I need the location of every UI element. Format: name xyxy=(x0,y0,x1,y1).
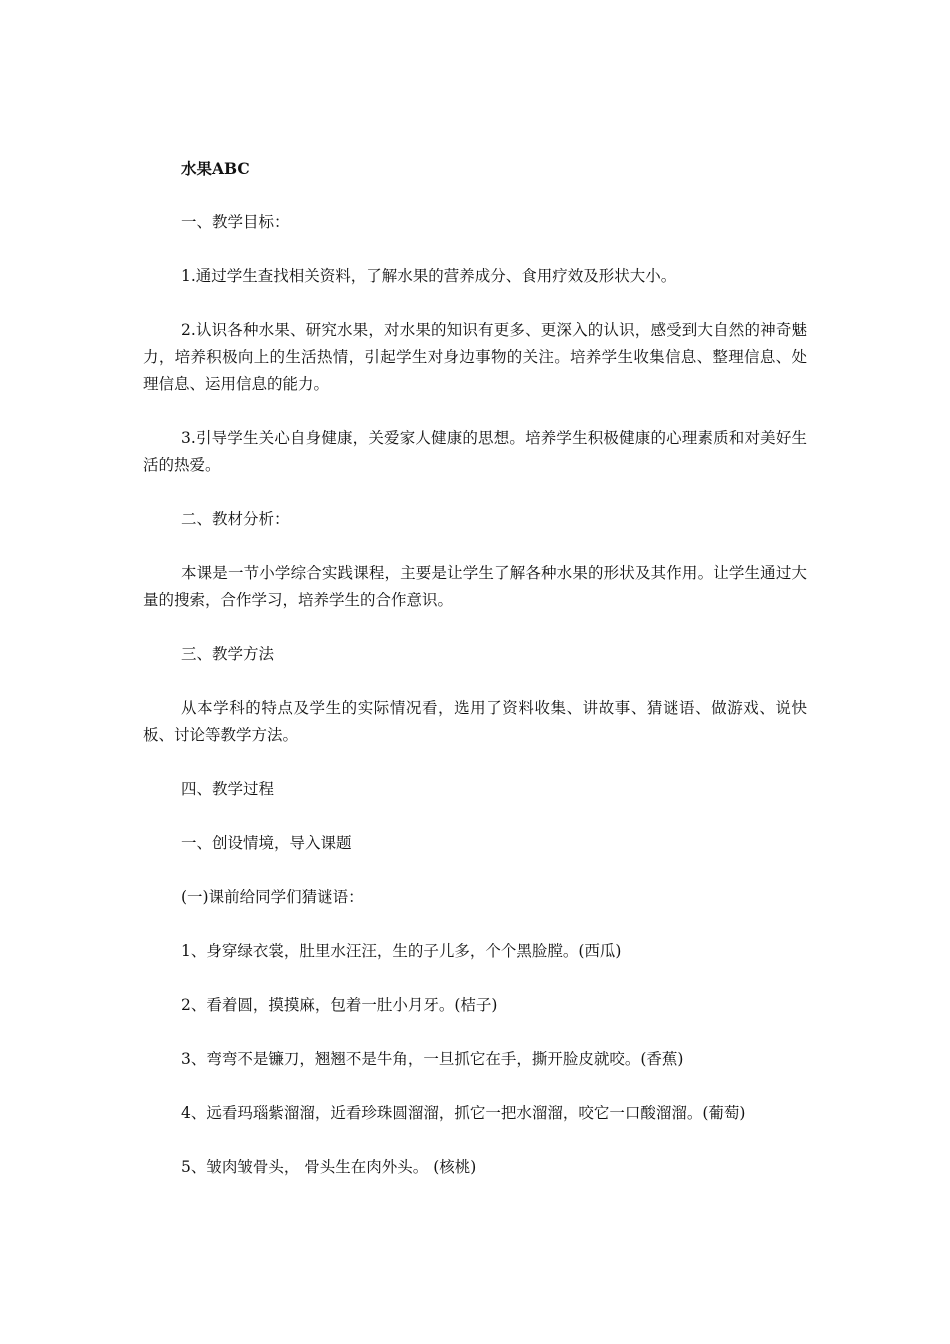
riddle-item-2: 2、看着圆，摸摸麻，包着一肚小月牙。(桔子) xyxy=(181,996,498,1014)
objective-item-2: 2.认识各种水果、研究水果，对水果的知识有更多、更深入的认识，感受到大自然的神奇魅力，培养积极向上的生活热情，引起学生对身边事物的关注。培养学生收集信息、整理信息、处理信息、运用信息的能力。 xyxy=(143,321,807,393)
section-heading-material-analysis: 二、教材分析： xyxy=(181,510,290,528)
objective-item-3: 3.引导学生关心自身健康，关爱家人健康的思想。培养学生积极健康的心理素质和对美好生活的热爱。 xyxy=(143,429,807,474)
riddle-item-4: 4、远看玛瑙紫溜溜，近看珍珠圆溜溜，抓它一把水溜溜，咬它一口酸溜溜。(葡萄) xyxy=(181,1104,746,1122)
riddle-item-1: 1、身穿绿衣裳，肚里水汪汪，生的子儿多，个个黑脸膛。(西瓜) xyxy=(181,942,622,960)
methods-paragraph: 从本学科的特点及学生的实际情况看，选用了资料收集、讲故事、猜谜语、做游戏、说快板、讨论等教学方法。 xyxy=(143,699,807,744)
riddles-heading: (一)课前给同学们猜谜语： xyxy=(181,888,364,906)
section-heading-process: 四、教学过程 xyxy=(181,780,275,798)
document-page xyxy=(143,155,807,1208)
riddle-item-3: 3、弯弯不是镰刀，翘翘不是牛角，一旦抓它在手，撕开脸皮就咬。(香蕉) xyxy=(181,1050,684,1068)
document-title: 水果ABC xyxy=(181,159,250,178)
objective-item-1: 1.通过学生查找相关资料，了解水果的营养成分、食用疗效及形状大小。 xyxy=(181,267,677,285)
material-analysis-paragraph: 本课是一节小学综合实践课程，主要是让学生了解各种水果的形状及其作用。让学生通过大量的搜索，合作学习，培养学生的合作意识。 xyxy=(143,564,807,609)
subsection-heading-intro: 一、创设情境，导入课题 xyxy=(181,834,352,852)
section-heading-methods: 三、教学方法 xyxy=(181,645,275,663)
riddle-item-5: 5、皱肉皱骨头， 骨头生在肉外头。 (核桃) xyxy=(181,1158,477,1176)
section-heading-objectives: 一、教学目标： xyxy=(181,213,290,231)
